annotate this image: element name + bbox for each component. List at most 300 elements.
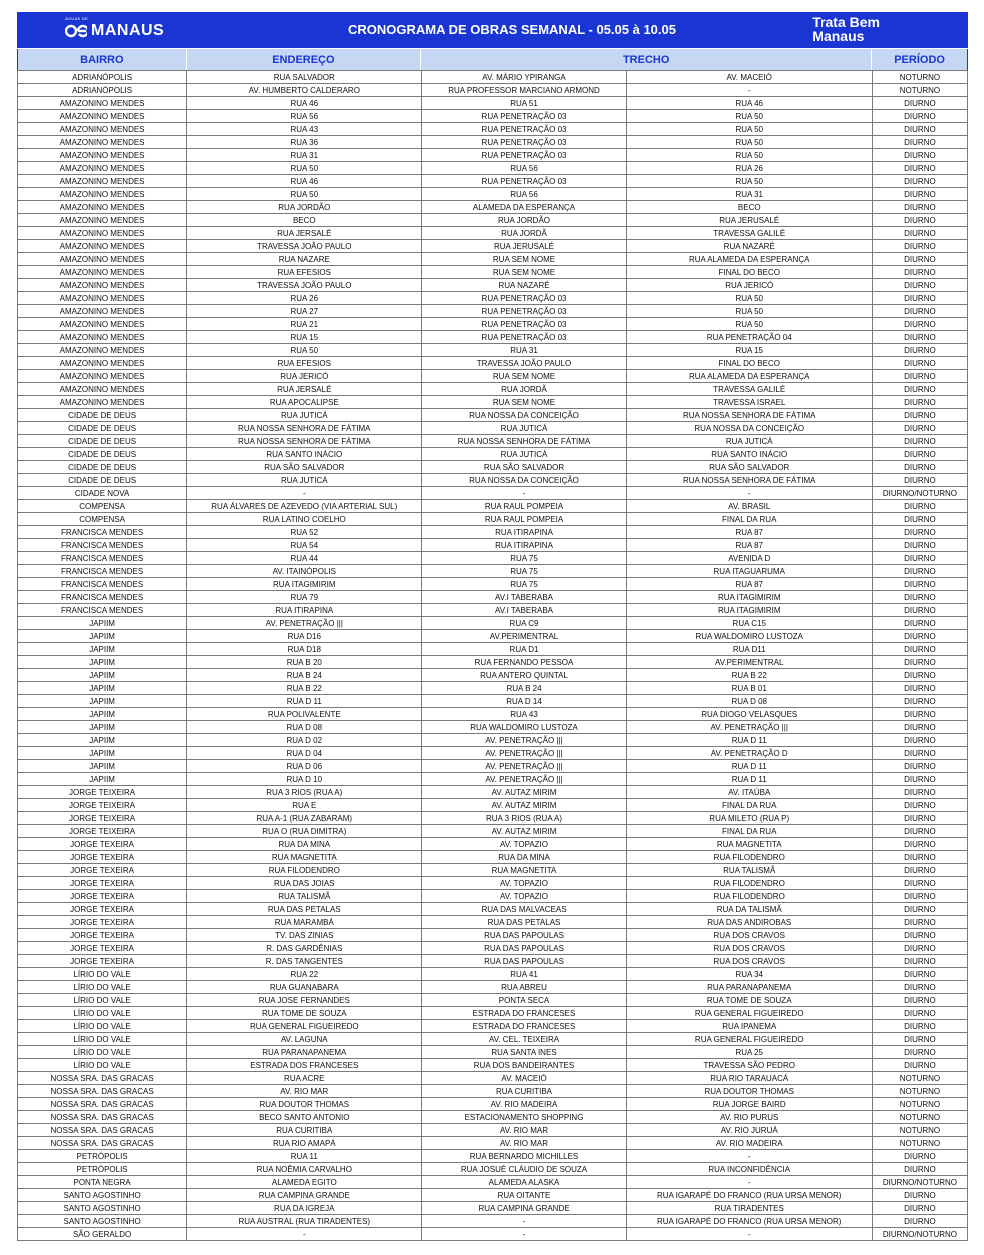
trata-bem-manaus-brand xyxy=(812,15,880,43)
trecho-to-cell: AVENIDA D xyxy=(626,552,872,565)
trecho-from-cell: RUA NAZARÉ xyxy=(422,279,626,292)
periodo-cell: DIURNO xyxy=(872,1215,967,1228)
endereco-cell: RUA GUANABARA xyxy=(187,981,422,994)
periodo-cell: DIURNO xyxy=(872,682,967,695)
trecho-from-cell: ESTACIONAMENTO SHOPPING xyxy=(422,1111,626,1124)
table-row xyxy=(18,786,968,799)
table-row xyxy=(18,773,968,786)
table-row xyxy=(18,175,968,188)
table-row xyxy=(18,929,968,942)
table-row xyxy=(18,1202,968,1215)
endereco-cell: RUA DOUTOR THOMAS xyxy=(187,1098,422,1111)
periodo-cell: DIURNO xyxy=(872,1046,967,1059)
table-row xyxy=(18,630,968,643)
bairro-cell: LÍRIO DO VALE xyxy=(18,981,187,994)
trecho-from-cell: RUA 75 xyxy=(422,552,626,565)
bairro-cell: CIDADE DE DEUS xyxy=(18,409,187,422)
trecho-to-cell: RUA 31 xyxy=(626,188,872,201)
trecho-from-cell: RUA 31 xyxy=(422,344,626,357)
bairro-cell: FRANCISCA MENDES xyxy=(18,552,187,565)
trecho-from-cell: RUA PENETRAÇÃO 03 xyxy=(422,318,626,331)
bairro-cell: AMAZONINO MENDES xyxy=(18,331,187,344)
bairro-cell: JAPIIM xyxy=(18,747,187,760)
table-row xyxy=(18,565,968,578)
trecho-to-cell: TRAVESSA GALILÉ xyxy=(626,383,872,396)
trecho-from-cell: RUA 56 xyxy=(422,162,626,175)
bairro-cell: CIDADE DE DEUS xyxy=(18,435,187,448)
endereco-cell: RUA PARANAPANEMA xyxy=(187,1046,422,1059)
column-header-bairro: BAIRRO xyxy=(18,49,187,70)
trecho-to-cell: RUA RIO TARAUACÁ xyxy=(626,1072,872,1085)
table-row xyxy=(18,409,968,422)
trecho-to-cell: RUA WALDOMIRO LUSTOZA xyxy=(626,630,872,643)
table-row xyxy=(18,1059,968,1072)
periodo-cell: DIURNO xyxy=(872,864,967,877)
bairro-cell: JAPIIM xyxy=(18,682,187,695)
trecho-to-cell: RUA NOSSA SENHORA DE FÁTIMA xyxy=(626,474,872,487)
endereco-cell: RUA 46 xyxy=(187,97,422,110)
endereco-cell: RUA 43 xyxy=(187,123,422,136)
bairro-cell: AMAZONINO MENDES xyxy=(18,123,187,136)
trecho-to-cell: RUA FILODENDRO xyxy=(626,877,872,890)
column-header-endereco: ENDEREÇO xyxy=(187,49,422,70)
trecho-from-cell: AV. PENETRAÇÃO ||| xyxy=(422,747,626,760)
bairro-cell: FRANCISCA MENDES xyxy=(18,604,187,617)
endereco-cell: RUA 22 xyxy=(187,968,422,981)
bairro-cell: AMAZONINO MENDES xyxy=(18,357,187,370)
trecho-to-cell: RUA D 11 xyxy=(626,773,872,786)
endereco-cell: RUA 3 RIOS (RUA A) xyxy=(187,786,422,799)
endereco-cell: RUA D 06 xyxy=(187,760,422,773)
endereco-cell: BECO xyxy=(187,214,422,227)
endereco-cell: RUA 56 xyxy=(187,110,422,123)
endereco-cell: RUA B 20 xyxy=(187,656,422,669)
bairro-cell: JAPIIM xyxy=(18,721,187,734)
bairro-cell: COMPENSA xyxy=(18,513,187,526)
trecho-from-cell: RUA 43 xyxy=(422,708,626,721)
endereco-cell: RUA JERSALÉ xyxy=(187,383,422,396)
trecho-to-cell: RUA NOSSA SENHORA DE FÁTIMA xyxy=(626,409,872,422)
table-row xyxy=(18,760,968,773)
endereco-cell: RUA JOSE FERNANDES xyxy=(187,994,422,1007)
trecho-to-cell: RUA 25 xyxy=(626,1046,872,1059)
bairro-cell: SÃO GERALDO xyxy=(18,1228,187,1241)
trecho-to-cell: RUA MAGNETITA xyxy=(626,838,872,851)
bairro-cell: JAPIIM xyxy=(18,760,187,773)
table-row xyxy=(18,1137,968,1150)
periodo-cell: NOTURNO xyxy=(872,1137,967,1150)
endereco-cell: AV. ITAINÓPOLIS xyxy=(187,565,422,578)
logo-name: MANAUS xyxy=(91,22,165,39)
endereco-cell: RUA D 11 xyxy=(187,695,422,708)
periodo-cell: DIURNO xyxy=(872,773,967,786)
endereco-cell: TV. DAS ZINIAS xyxy=(187,929,422,942)
trecho-to-cell: RUA 26 xyxy=(626,162,872,175)
periodo-cell: DIURNO xyxy=(872,201,967,214)
table-row xyxy=(18,149,968,162)
periodo-cell: DIURNO xyxy=(872,539,967,552)
bairro-cell: AMAZONINO MENDES xyxy=(18,201,187,214)
periodo-cell: DIURNO xyxy=(872,994,967,1007)
trecho-to-cell: RUA 15 xyxy=(626,344,872,357)
endereco-cell: RUA 54 xyxy=(187,539,422,552)
trecho-to-cell: RUA D11 xyxy=(626,643,872,656)
trecho-from-cell: RUA SEM NOME xyxy=(422,266,626,279)
trecho-to-cell: RUA SÃO SALVADOR xyxy=(626,461,872,474)
periodo-cell: NOTURNO xyxy=(872,71,967,84)
endereco-cell: RUA D 08 xyxy=(187,721,422,734)
trecho-to-cell: RUA 50 xyxy=(626,292,872,305)
trecho-from-cell: RUA 75 xyxy=(422,565,626,578)
bairro-cell: AMAZONINO MENDES xyxy=(18,162,187,175)
trecho-from-cell: AV. CEL. TEIXEIRA xyxy=(422,1033,626,1046)
bairro-cell: JORGE TEIXEIRA xyxy=(18,799,187,812)
trecho-from-cell: - xyxy=(422,1228,626,1241)
bairro-cell: JORGE TEXEIRA xyxy=(18,877,187,890)
schedule-table xyxy=(17,70,968,1241)
trecho-from-cell: RUA PENETRAÇÃO 03 xyxy=(422,292,626,305)
periodo-cell: DIURNO xyxy=(872,916,967,929)
endereco-cell: RUA ITAGIMIRIM xyxy=(187,578,422,591)
endereco-cell: RUA 79 xyxy=(187,591,422,604)
logo-small-text: ÁGUAS DE xyxy=(65,16,89,21)
table-row xyxy=(18,110,968,123)
table-row xyxy=(18,1020,968,1033)
trecho-to-cell: RUA MILETO (RUA P) xyxy=(626,812,872,825)
schedule-table-body xyxy=(18,71,968,1241)
trecho-to-cell: RUA B 01 xyxy=(626,682,872,695)
table-row xyxy=(18,500,968,513)
endereco-cell: RUA CAMPINA GRANDE xyxy=(187,1189,422,1202)
endereco-cell: RUA MARAMBÁ xyxy=(187,916,422,929)
periodo-cell: DIURNO xyxy=(872,617,967,630)
endereco-cell: RUA AUSTRAL (RUA TIRADENTES) xyxy=(187,1215,422,1228)
endereco-cell: R. DAS GARDÊNIAS xyxy=(187,942,422,955)
table-row xyxy=(18,1228,968,1241)
trecho-to-cell: RUA DAS ANDIROBAS xyxy=(626,916,872,929)
trecho-to-cell: RUA SANTO INÁCIO xyxy=(626,448,872,461)
trecho-from-cell: RUA PENETRAÇÃO 03 xyxy=(422,136,626,149)
periodo-cell: DIURNO xyxy=(872,162,967,175)
periodo-cell: DIURNO xyxy=(872,370,967,383)
page xyxy=(17,12,968,1241)
bairro-cell: LÍRIO DO VALE xyxy=(18,968,187,981)
endereco-cell: RUA 52 xyxy=(187,526,422,539)
table-row xyxy=(18,305,968,318)
table-row xyxy=(18,890,968,903)
periodo-cell: DIURNO xyxy=(872,318,967,331)
trecho-to-cell: RUA 50 xyxy=(626,110,872,123)
periodo-cell: DIURNO xyxy=(872,435,967,448)
table-row xyxy=(18,591,968,604)
table-row xyxy=(18,435,968,448)
trecho-to-cell: BECO xyxy=(626,201,872,214)
trecho-from-cell: RUA PENETRAÇÃO 03 xyxy=(422,149,626,162)
trecho-from-cell: RUA ITIRAPINA xyxy=(422,526,626,539)
trecho-from-cell: AV.I TABERABA xyxy=(422,591,626,604)
trecho-from-cell: RUA RAUL POMPEIA xyxy=(422,500,626,513)
trecho-to-cell: RUA TALISMÃ xyxy=(626,864,872,877)
table-row xyxy=(18,864,968,877)
bairro-cell: FRANCISCA MENDES xyxy=(18,565,187,578)
trecho-to-cell: RUA 87 xyxy=(626,578,872,591)
periodo-cell: DIURNO xyxy=(872,1202,967,1215)
periodo-cell: DIURNO xyxy=(872,149,967,162)
column-header-row xyxy=(17,49,968,70)
bairro-cell: CIDADE DE DEUS xyxy=(18,461,187,474)
table-row xyxy=(18,656,968,669)
table-row xyxy=(18,942,968,955)
trecho-from-cell: RUA C9 xyxy=(422,617,626,630)
bairro-cell: CIDADE DE DEUS xyxy=(18,422,187,435)
bairro-cell: AMAZONINO MENDES xyxy=(18,292,187,305)
trecho-from-cell: RUA CURITIBA xyxy=(422,1085,626,1098)
table-row xyxy=(18,331,968,344)
bairro-cell: JORGE TEXEIRA xyxy=(18,851,187,864)
trecho-from-cell: RUA SEM NOME xyxy=(422,253,626,266)
endereco-cell: RUA 50 xyxy=(187,162,422,175)
endereco-cell: RUA RIO AMAPÁ xyxy=(187,1137,422,1150)
trecho-from-cell: RUA SANTA INES xyxy=(422,1046,626,1059)
bairro-cell: CIDADE DE DEUS xyxy=(18,474,187,487)
column-header-trecho: TRECHO xyxy=(421,49,872,70)
trecho-from-cell: RUA DAS MALVACEAS xyxy=(422,903,626,916)
bairro-cell: JORGE TEXEIRA xyxy=(18,929,187,942)
trecho-from-cell: AV. PENETRAÇÃO ||| xyxy=(422,760,626,773)
table-row xyxy=(18,227,968,240)
trecho-from-cell: RUA ITIRAPINA xyxy=(422,539,626,552)
periodo-cell: DIURNO xyxy=(872,591,967,604)
periodo-cell: DIURNO xyxy=(872,136,967,149)
bairro-cell: JORGE TEIXEIRA xyxy=(18,812,187,825)
periodo-cell: DIURNO xyxy=(872,240,967,253)
table-row xyxy=(18,682,968,695)
trecho-from-cell: AV. AUTAZ MIRIM xyxy=(422,825,626,838)
bairro-cell: AMAZONINO MENDES xyxy=(18,214,187,227)
trecho-from-cell: RUA JUTICÁ xyxy=(422,422,626,435)
endereco-cell: RUA SÃO SALVADOR xyxy=(187,461,422,474)
periodo-cell: DIURNO xyxy=(872,1020,967,1033)
endereco-cell: RUA D 10 xyxy=(187,773,422,786)
trecho-from-cell: AV.I TABERABA xyxy=(422,604,626,617)
bairro-cell: JAPIIM xyxy=(18,656,187,669)
bairro-cell: JAPIIM xyxy=(18,734,187,747)
trecho-to-cell: RUA NAZARÉ xyxy=(626,240,872,253)
bairro-cell: NOSSA SRA. DAS GRACAS xyxy=(18,1098,187,1111)
trecho-from-cell: RUA SEM NOME xyxy=(422,396,626,409)
trecho-to-cell: RUA DOUTOR THOMAS xyxy=(626,1085,872,1098)
table-row xyxy=(18,1150,968,1163)
trecho-from-cell: RUA JORDÃO xyxy=(422,214,626,227)
trecho-to-cell: RUA ALAMEDA DA ESPERANÇA xyxy=(626,370,872,383)
table-row xyxy=(18,448,968,461)
trecho-from-cell: AV. PENETRAÇÃO ||| xyxy=(422,734,626,747)
periodo-cell: DIURNO xyxy=(872,123,967,136)
endereco-cell: BECO SANTO ANTONIO xyxy=(187,1111,422,1124)
table-row xyxy=(18,357,968,370)
endereco-cell: RUA JUTICÁ xyxy=(187,474,422,487)
trecho-to-cell: AV. RIO MADEIRA xyxy=(626,1137,872,1150)
endereco-cell: TRAVESSA JOÃO PAULO xyxy=(187,279,422,292)
periodo-cell: DIURNO xyxy=(872,383,967,396)
trecho-to-cell: RUA DOS CRAVOS xyxy=(626,929,872,942)
endereco-cell: RUA 11 xyxy=(187,1150,422,1163)
periodo-cell: DIURNO xyxy=(872,266,967,279)
periodo-cell: DIURNO xyxy=(872,526,967,539)
periodo-cell: DIURNO xyxy=(872,552,967,565)
periodo-cell: DIURNO xyxy=(872,188,967,201)
table-row xyxy=(18,747,968,760)
trecho-to-cell: RUA FILODENDRO xyxy=(626,851,872,864)
table-row xyxy=(18,513,968,526)
endereco-cell: RUA DAS PETALAS xyxy=(187,903,422,916)
table-row xyxy=(18,526,968,539)
endereco-cell: RUA DA MINA xyxy=(187,838,422,851)
periodo-cell: NOTURNO xyxy=(872,1124,967,1137)
periodo-cell: DIURNO/NOTURNO xyxy=(872,487,967,500)
periodo-cell: DIURNO xyxy=(872,448,967,461)
bairro-cell: AMAZONINO MENDES xyxy=(18,318,187,331)
bairro-cell: JAPIIM xyxy=(18,695,187,708)
bairro-cell: JAPIIM xyxy=(18,643,187,656)
trecho-from-cell: RUA PENETRAÇÃO 03 xyxy=(422,305,626,318)
trecho-from-cell: TRAVESSA JOÃO PAULO xyxy=(422,357,626,370)
bairro-cell: AMAZONINO MENDES xyxy=(18,344,187,357)
endereco-cell: RUA LATINO COELHO xyxy=(187,513,422,526)
endereco-cell: RUA D16 xyxy=(187,630,422,643)
trecho-from-cell: RUA JORDÃ xyxy=(422,383,626,396)
endereco-cell: RUA 21 xyxy=(187,318,422,331)
bairro-cell: JAPIIM xyxy=(18,630,187,643)
trecho-from-cell: ALAMEDA ALASKA xyxy=(422,1176,626,1189)
trecho-from-cell: AV. RIO MAR xyxy=(422,1124,626,1137)
periodo-cell: DIURNO xyxy=(872,227,967,240)
endereco-cell: RUA 36 xyxy=(187,136,422,149)
table-row xyxy=(18,643,968,656)
periodo-cell: DIURNO xyxy=(872,669,967,682)
endereco-cell: RUA D 02 xyxy=(187,734,422,747)
trecho-to-cell: AV. BRASIL xyxy=(626,500,872,513)
bairro-cell: JORGE TEXEIRA xyxy=(18,864,187,877)
trecho-to-cell: FINAL DO BECO xyxy=(626,357,872,370)
periodo-cell: NOTURNO xyxy=(872,84,967,97)
bairro-cell: JORGE TEIXEIRA xyxy=(18,786,187,799)
table-row xyxy=(18,370,968,383)
endereco-cell: - xyxy=(187,487,422,500)
trecho-from-cell: RUA SEM NOME xyxy=(422,370,626,383)
trecho-to-cell: RUA 50 xyxy=(626,175,872,188)
table-row xyxy=(18,799,968,812)
trecho-to-cell: AV. MACEIÓ xyxy=(626,71,872,84)
bairro-cell: NOSSA SRA. DAS GRACAS xyxy=(18,1111,187,1124)
bairro-cell: AMAZONINO MENDES xyxy=(18,266,187,279)
trecho-from-cell: - xyxy=(422,487,626,500)
trecho-from-cell: RUA D 14 xyxy=(422,695,626,708)
endereco-cell: RUA NOSSA SENHORA DE FÁTIMA xyxy=(187,422,422,435)
endereco-cell: RUA SANTO INÁCIO xyxy=(187,448,422,461)
trecho-from-cell: RUA JUTICÁ xyxy=(422,448,626,461)
periodo-cell: DIURNO xyxy=(872,747,967,760)
endereco-cell: RUA 44 xyxy=(187,552,422,565)
bairro-cell: LÍRIO DO VALE xyxy=(18,994,187,1007)
bairro-cell: JORGE TEXEIRA xyxy=(18,916,187,929)
periodo-cell: DIURNO xyxy=(872,630,967,643)
table-row xyxy=(18,578,968,591)
periodo-cell: DIURNO xyxy=(872,500,967,513)
periodo-cell: NOTURNO xyxy=(872,1072,967,1085)
brand-line-2: Manaus xyxy=(812,28,865,44)
trecho-to-cell: AV. RIO JURUÁ xyxy=(626,1124,872,1137)
trecho-from-cell: RUA PENETRAÇÃO 03 xyxy=(422,123,626,136)
endereco-cell: RUA ITIRAPINA xyxy=(187,604,422,617)
trecho-from-cell: PONTA SECA xyxy=(422,994,626,1007)
bairro-cell: AMAZONINO MENDES xyxy=(18,305,187,318)
table-row xyxy=(18,1072,968,1085)
periodo-cell: DIURNO xyxy=(872,825,967,838)
trecho-to-cell: RUA JUTICÁ xyxy=(626,435,872,448)
endereco-cell: RUA CURITIBA xyxy=(187,1124,422,1137)
periodo-cell: DIURNO xyxy=(872,331,967,344)
endereco-cell: RUA DAS JOIAS xyxy=(187,877,422,890)
bairro-cell: AMAZONINO MENDES xyxy=(18,149,187,162)
bairro-cell: AMAZONINO MENDES xyxy=(18,396,187,409)
table-row xyxy=(18,123,968,136)
trecho-from-cell: RUA ANTERO QUINTAL xyxy=(422,669,626,682)
table-row xyxy=(18,877,968,890)
periodo-cell: DIURNO xyxy=(872,461,967,474)
trecho-to-cell: RUA ITAGIMIRIM xyxy=(626,591,872,604)
bairro-cell: AMAZONINO MENDES xyxy=(18,253,187,266)
periodo-cell: NOTURNO xyxy=(872,1085,967,1098)
table-row xyxy=(18,1215,968,1228)
endereco-cell: RUA A-1 (RUA ZABARAM) xyxy=(187,812,422,825)
endereco-cell: RUA O (RUA DIMITRA) xyxy=(187,825,422,838)
trecho-from-cell: AV. AUTAZ MIRIM xyxy=(422,786,626,799)
periodo-cell: DIURNO xyxy=(872,565,967,578)
trecho-from-cell: - xyxy=(422,1215,626,1228)
periodo-cell: DIURNO xyxy=(872,838,967,851)
endereco-cell: RUA FILODENDRO xyxy=(187,864,422,877)
bairro-cell: JORGE TEXEIRA xyxy=(18,838,187,851)
periodo-cell: DIURNO xyxy=(872,695,967,708)
endereco-cell: - xyxy=(187,1228,422,1241)
trecho-to-cell: AV. PENETRAÇÃO ||| xyxy=(626,721,872,734)
water-drop-logo-icon xyxy=(65,24,87,38)
trecho-from-cell: RUA 3 RIOS (RUA A) xyxy=(422,812,626,825)
trecho-from-cell: RUA SÃO SALVADOR xyxy=(422,461,626,474)
table-row xyxy=(18,851,968,864)
trecho-from-cell: RUA ABREU xyxy=(422,981,626,994)
endereco-cell: RUA NOÊMIA CARVALHO xyxy=(187,1163,422,1176)
brand-line-1: Trata Bem xyxy=(812,14,880,30)
page-title: CRONOGRAMA DE OBRAS SEMANAL - 05.05 à 10.05 xyxy=(348,22,676,37)
trecho-to-cell: RUA GENERAL FIGUEIREDO xyxy=(626,1007,872,1020)
trecho-to-cell: RUA INCONFIDÊNCIA xyxy=(626,1163,872,1176)
trecho-to-cell: TRAVESSA SÃO PEDRO xyxy=(626,1059,872,1072)
periodo-cell: DIURNO xyxy=(872,760,967,773)
table-row xyxy=(18,474,968,487)
trecho-to-cell: RUA GENERAL FIGUEIREDO xyxy=(626,1033,872,1046)
trecho-to-cell: RUA 50 xyxy=(626,123,872,136)
bairro-cell: AMAZONINO MENDES xyxy=(18,240,187,253)
trecho-to-cell: FINAL DA RUA xyxy=(626,513,872,526)
periodo-cell: DIURNO xyxy=(872,1007,967,1020)
endereco-cell: RUA APOCALIPSE xyxy=(187,396,422,409)
periodo-cell: DIURNO xyxy=(872,643,967,656)
table-row xyxy=(18,422,968,435)
trecho-from-cell: RUA DAS PAPOULAS xyxy=(422,929,626,942)
trecho-to-cell: - xyxy=(626,1176,872,1189)
